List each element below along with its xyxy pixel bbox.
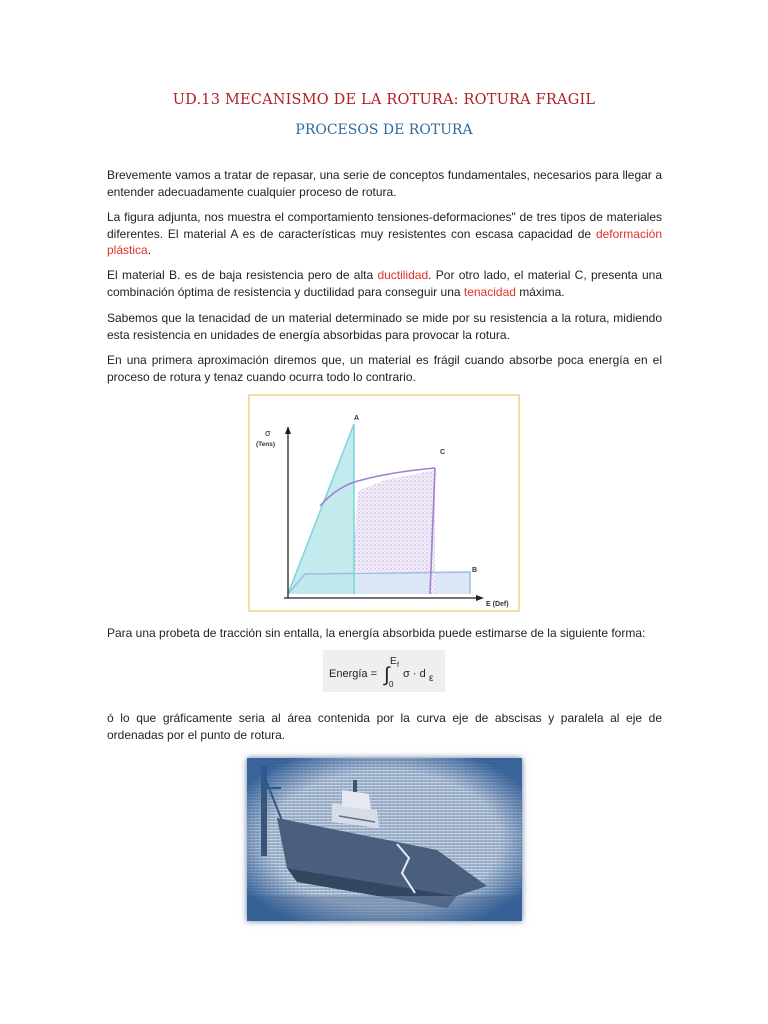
- x-axis-arrow-icon: [476, 595, 484, 601]
- formula-upper-subscript: f: [397, 662, 399, 669]
- y-axis-arrow-icon: [285, 426, 291, 434]
- formula-integral-sign: ∫: [384, 664, 390, 686]
- paragraph-text: La figura adjunta, nos muestra el comportamiento tensiones-deformaciones" de tres tipos de materiales diferentes. El material A es de características muy resistentes con escasa capacidad de: [107, 210, 662, 241]
- paragraph-area: ó lo que gráficamente seria al área contenida por la curva eje de abscisas y paralela al eje de ordenadas por el punto de rotura.: [107, 711, 662, 742]
- page-title: UD.13 MECANISMO DE LA ROTURA: ROTURA FRAGIL: [172, 92, 596, 108]
- paragraph-intro: Brevemente vamos a tratar de repasar, una serie de conceptos fundamentales, necesarios para llegar a entender adecuadamente cualquier proceso de rotura.: [107, 168, 662, 199]
- paragraph-figure-description: [107, 209, 662, 259]
- section-subtitle: PROCESOS DE ROTURA: [295, 122, 473, 138]
- y-axis-symbol: σ: [265, 428, 271, 438]
- formula-integrand: σ · d: [403, 668, 426, 680]
- paragraph-text: El material B. es de baja resistencia pero de alta: [107, 268, 378, 282]
- paragraph-tenacidad: Sabemos que la tenacidad de un material determinado se mide por su resistencia a la rotura, midiendo esta resistencia en unidades de energía absorbidas para provocar la rotura.: [107, 311, 662, 342]
- paragraph-text: máxima.: [515, 284, 565, 299]
- ship-broken-image: [247, 758, 522, 921]
- formula-differential: ε: [429, 673, 434, 684]
- link-tenacidad[interactable]: tenacidad: [463, 284, 516, 299]
- curve-b-label: B: [472, 567, 478, 574]
- formula-lower-limit: 0: [389, 680, 394, 689]
- energy-formula-graphic: [323, 650, 445, 692]
- curve-c-label: C: [440, 449, 446, 456]
- formula-upper-limit: E: [390, 656, 397, 667]
- paragraph-text: .: [147, 243, 152, 257]
- energy-formula: [323, 650, 445, 692]
- y-axis-unit: (Tens): [256, 441, 276, 448]
- paragraph-material-b-c: [107, 267, 662, 300]
- paragraph-energia: Para una probeta de tracción sin entalla, la energía absorbida puede estimarse de la siguiente forma:: [107, 626, 646, 640]
- paragraph-fragil-tenaz: En una primera aproximación diremos que, un material es frágil cuando absorbe poca energía en el proceso de rotura y tenaz cuando ocurra todo lo contrario.: [107, 353, 662, 384]
- stress-strain-diagram: [250, 396, 518, 610]
- curve-a-label: A: [354, 415, 360, 422]
- formula-label: Energía =: [329, 668, 378, 680]
- stress-strain-figure: [248, 394, 520, 612]
- link-ductilidad[interactable]: ductilidad: [377, 268, 429, 282]
- paragraph-text: . Por otro lado, el material C, presenta una combinación óptima de resistencia y ductilidad para conseguir una: [107, 268, 662, 299]
- link-deformacion-plastica[interactable]: deformación plástica: [107, 226, 662, 257]
- x-axis-label: E (Def): [486, 601, 509, 608]
- ship-illustration: [247, 758, 522, 921]
